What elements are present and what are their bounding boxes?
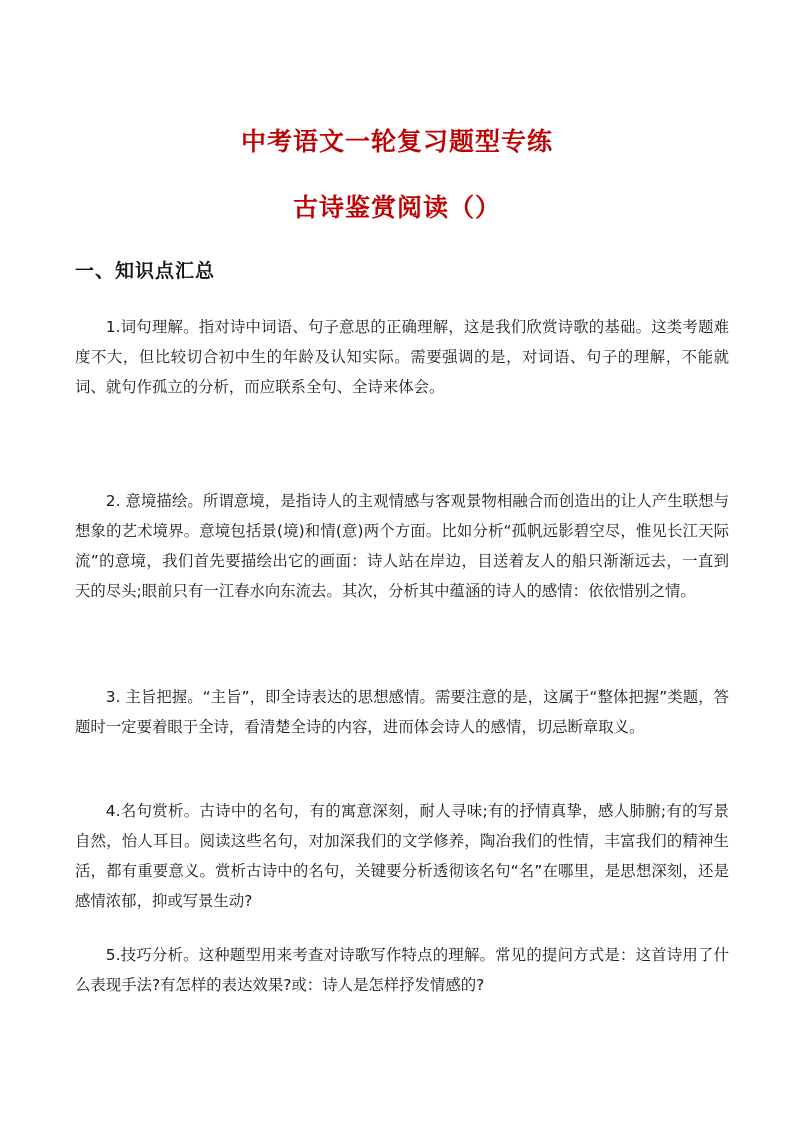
document-title: 中考语文一轮复习题型专练 (240, 127, 553, 156)
paragraph-artistic-conception: 2. 意境描绘。所谓意境，是指诗人的主观情感与客观景物相融合而创造出的让人产生联想与想象的艺术境界。意境包括景(境)和情(意)两个方面。比如分析“孤帆远影碧空尽，惟见长江天际流”的意境，我们首先要描绘出它的画面：诗人站在岸边，目送着友人的船只渐渐远去，一直到天的尽头;眼前只有一江春水向东流去。其次，分析其中蕴涵的诗人的感情：依依惜别之情。 (75, 492, 729, 600)
paragraph-theme-grasp: 3. 主旨把握。“主旨”，即全诗表达的思想感情。需要注意的是，这属于“整体把握”类题，答题时一定要着眼于全诗，看清楚全诗的内容，进而体会诗人的感情，切忌断章取义。 (75, 688, 729, 736)
paragraph-word-sentence-understanding: 1.词句理解。指对诗中词语、句子意思的正确理解，这是我们欣赏诗歌的基础。这类考题难度不大，但比较切合初中生的年龄及认知实际。需要强调的是，对词语、句子的理解，不能就词、就句作孤立的分析，而应联系全句、全诗来体会。 (75, 318, 729, 396)
paragraph-famous-lines: 4.名句赏析。古诗中的名句，有的寓意深刻，耐人寻味;有的抒情真挚，感人肺腑;有的写景自然，怡人耳目。阅读这些名句，对加深我们的文学修养，陶冶我们的性情，丰富我们的精神生活，都有重要意义。赏析古诗中的名句，关键要分析透彻该名句“名”在哪里，是思想深刻，还是感情浓郁，抑或写景生动? (75, 802, 729, 910)
section-heading: 一、知识点汇总 (75, 260, 216, 282)
paragraph-technique-analysis: 5.技巧分析。这种题型用来考查对诗歌写作特点的理解。常见的提问方式是：这首诗用了什么表现手法?有怎样的表达效果?或：诗人是怎样抒发情感的? (75, 946, 729, 994)
document-subtitle: 古诗鉴赏阅读（） (292, 193, 501, 222)
